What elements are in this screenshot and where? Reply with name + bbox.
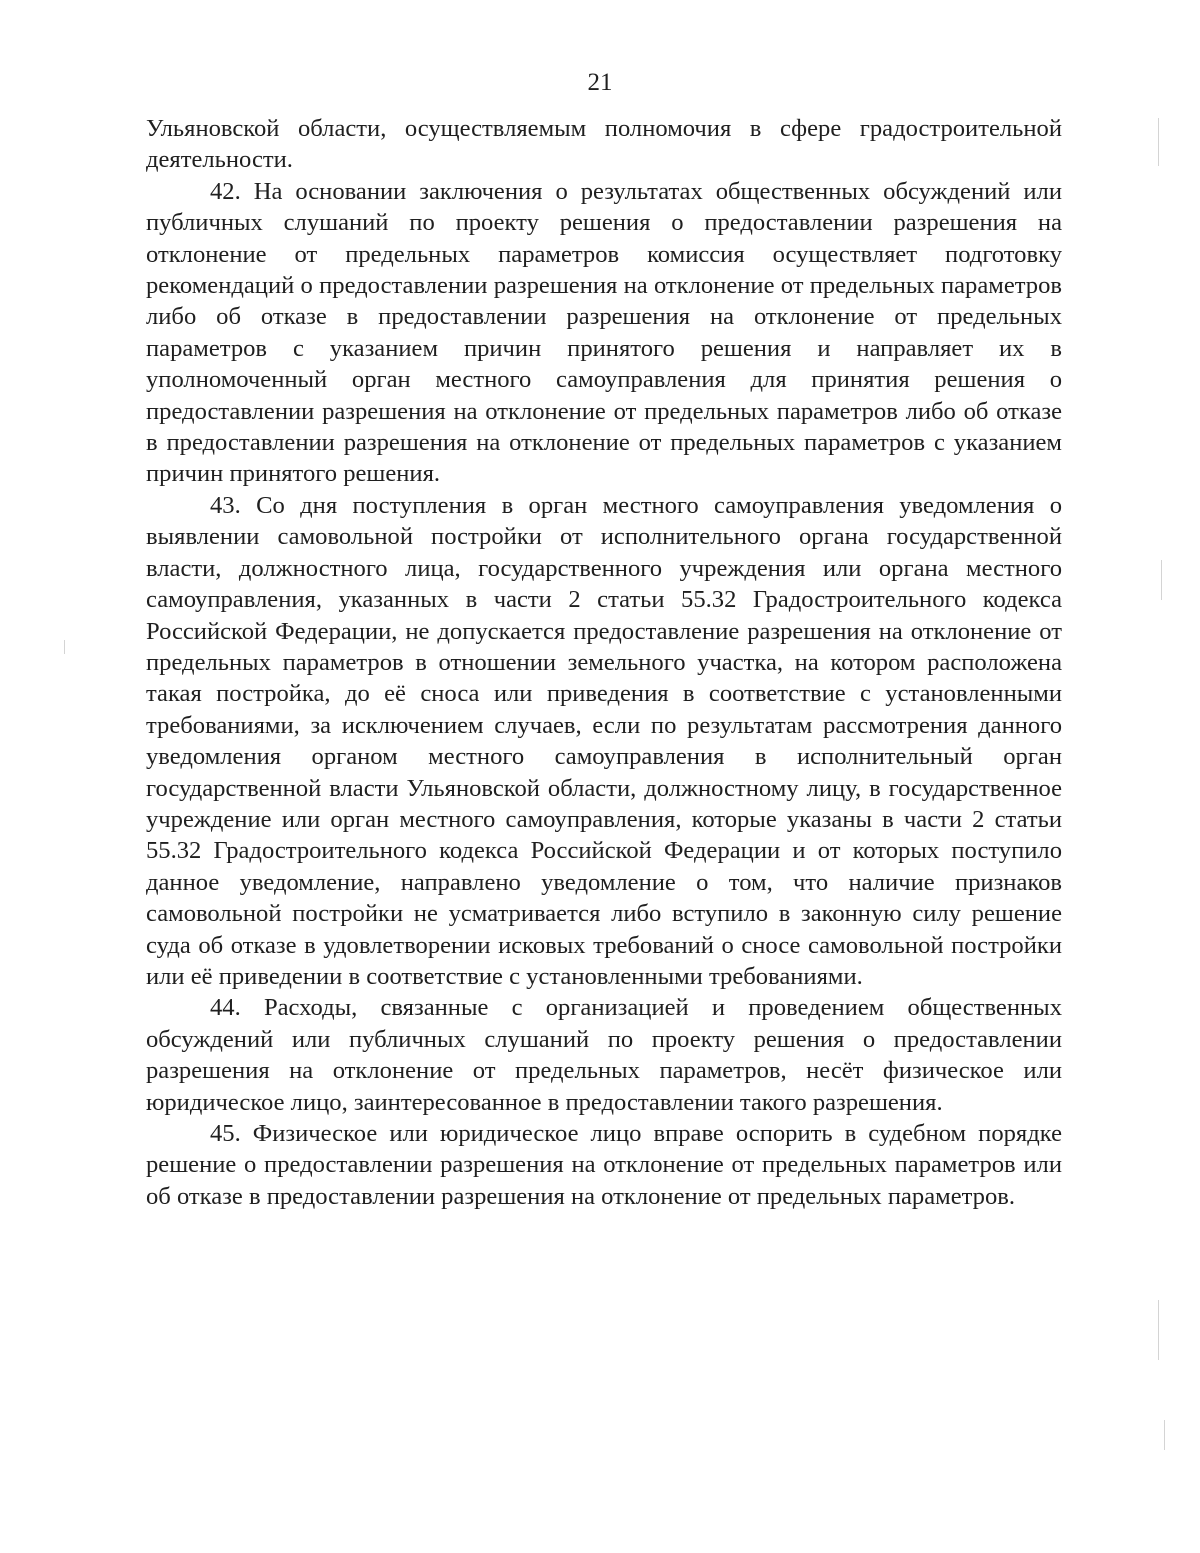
scan-artifact	[64, 640, 65, 654]
document-body	[146, 113, 1062, 1212]
paragraph-continuation: Ульяновской области, осуществляемым полномочия в сфере градостроительной деятельности.	[146, 115, 1062, 174]
page-number: 21	[587, 69, 613, 96]
paragraph-44: 44. Расходы, связанные с организацией и проведением общественных обсуждений или публичных слушаний по проекту решения о предоставлении разрешения на отклонение от предельных параметров, несёт физическое или юридическое лицо, заинтересованное в предоставлении такого разрешения.	[146, 994, 1062, 1116]
scan-artifact	[1161, 560, 1162, 600]
scan-artifact	[1158, 1300, 1159, 1360]
paragraph-45: 45. Физическое или юридическое лицо вправе оспорить в судебном порядке решение о предоставлении разрешения на отклонение от предельных параметров или об отказе в предоставлении разрешения на отклонение от предельных параметров.	[146, 1120, 1062, 1210]
paragraph-43: 43. Со дня поступления в орган местного самоуправления уведомления о выявлении самовольной постройки от исполнительного органа государственной власти, должностного лица, государственного учреждения или органа местного самоуправления, указанных в части 2 статьи 55.32 Градостроительного кодекса Российской Федерации, не допускается предоставление разрешения на отклонение от предельных параметров в отношении земельного участка, на котором расположена такая постройка, до её сноса или приведения в соответствие с установленными требованиями, за исключением случаев, если по результатам рассмотрения данного уведомления органом местного самоуправления в исполнительный орган государственной власти Ульяновской области, должностному лицу, в государственное учреждение или орган местного самоуправления, которые указаны в части 2 статьи 55.32 Градостроительного кодекса Российской Федерации и от которых поступило данное уведомление, направлено уведомление о том, что наличие признаков самовольной постройки не усматривается либо вступило в законную силу решение суда об отказе в удовлетворении исковых требований о сносе самовольной постройки или её приведении в соответствие с установленными требованиями.	[146, 491, 1062, 990]
paragraph-42: 42. На основании заключения о результатах общественных обсуждений или публичных слушаний по проекту решения о предоставлении разрешения на отклонение от предельных параметров комиссия осуществляет подготовку рекомендаций о предоставлении разрешения на отклонение от предельных параметров либо об отказе в предоставлении разрешения на отклонение от предельных параметров с указанием причин принятого решения и направляет их в уполномоченный орган местного самоуправления для принятия решения о предоставлении разрешения на отклонение от предельных параметров либо об отказе в предоставлении разрешения на отклонение от предельных параметров с указанием причин принятого решения.	[146, 177, 1062, 488]
scan-artifact	[1158, 118, 1159, 166]
scan-artifact	[1164, 1420, 1165, 1450]
